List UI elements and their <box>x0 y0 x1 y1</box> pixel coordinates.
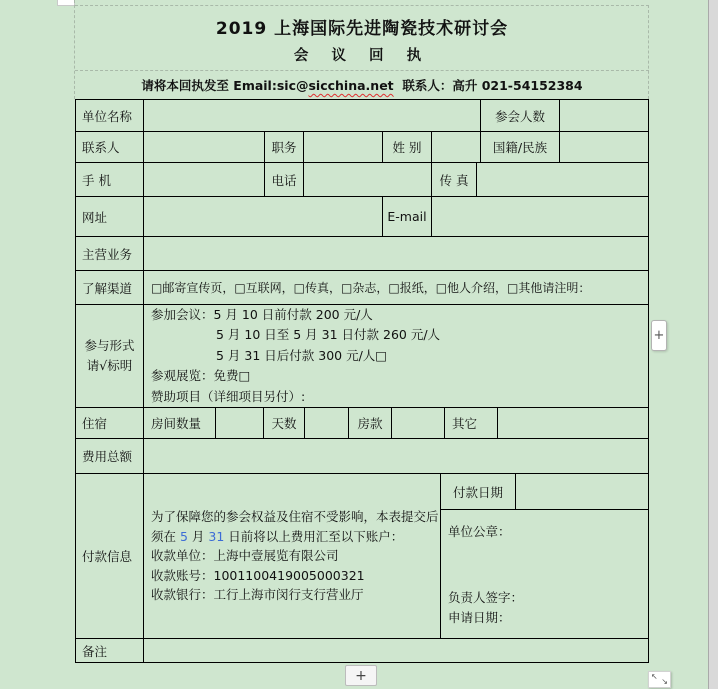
payment-text-b: 月 <box>187 528 209 544</box>
website-field[interactable] <box>144 197 383 236</box>
participation-line-4: 参观展览：免费□ <box>151 368 251 384</box>
unit-name-field[interactable] <box>144 100 481 131</box>
gender-label: 姓 别 <box>383 132 432 162</box>
contact-field[interactable] <box>144 132 265 162</box>
gender-field[interactable] <box>432 132 481 162</box>
resize-arrow-nw-icon: ↖ <box>651 672 658 681</box>
resize-handle[interactable] <box>648 671 671 688</box>
remarks-field[interactable] <box>144 639 648 662</box>
document-title: 2019 上海国际先进陶瓷技术研讨会 <box>215 19 509 39</box>
signature-block <box>448 588 644 628</box>
mobile-field[interactable] <box>144 163 265 196</box>
fax-label: 传 真 <box>432 163 477 196</box>
row-total <box>76 439 648 474</box>
position-field[interactable] <box>304 132 383 162</box>
row-website <box>76 197 648 237</box>
row-lodging <box>76 408 648 439</box>
apply-date-label: 申请日期： <box>448 610 511 625</box>
add-column-button[interactable]: + <box>651 320 667 351</box>
row-remarks <box>76 639 648 662</box>
participation-line-5: 赞助项目（详细项目另付）: <box>151 388 306 404</box>
payment-label: 付款信息 <box>76 474 144 638</box>
contact-label: 联系人 <box>76 132 144 162</box>
send-to-line <box>75 76 649 94</box>
channel-label: 了解渠道 <box>76 271 144 304</box>
fax-field[interactable] <box>477 163 648 196</box>
bank-line: 收款银行：工行上海市闵行支行营业厅 <box>151 587 364 603</box>
payment-right-column <box>441 474 648 638</box>
lodging-label: 住宿 <box>76 408 144 438</box>
row-business <box>76 237 648 271</box>
phone-field[interactable] <box>304 163 432 196</box>
scrollbar-top-tab <box>57 0 75 6</box>
payment-text-a: 为了保障您的参会权益及住宿不受影响，本表提交后须在 <box>151 509 439 544</box>
email-domain-spellcheck: sicchina.net <box>308 78 394 93</box>
company-seal-label: 单位公章： <box>448 524 511 539</box>
page-boundary-guide-top <box>75 5 649 6</box>
signature-label: 负责人签字： <box>448 590 524 605</box>
participation-line-2: 5 月 10 日至 5 月 31 日付款 260 元/人 <box>216 327 441 343</box>
payment-date-field[interactable] <box>516 474 648 509</box>
payment-date-row <box>441 474 648 510</box>
payment-info <box>144 474 441 638</box>
row-contact <box>76 132 648 163</box>
phone-label: 电话 <box>265 163 304 196</box>
email-field[interactable] <box>432 197 648 236</box>
seal-signature-cell[interactable] <box>441 510 648 638</box>
rooms-label: 房间数量 <box>144 408 216 438</box>
participation-options[interactable] <box>144 305 648 407</box>
add-row-button[interactable]: + <box>345 665 377 686</box>
total-field[interactable] <box>144 439 648 473</box>
nationality-label: 国籍/民族 <box>481 132 560 162</box>
row-channel <box>76 271 648 305</box>
payment-day-number: 31 <box>208 528 225 544</box>
payment-month-number: 5 <box>179 528 188 544</box>
remarks-label: 备注 <box>76 639 144 662</box>
days-field[interactable] <box>305 408 349 438</box>
days-label: 天数 <box>264 408 305 438</box>
channel-options[interactable]: □邮寄宣传页，□互联网，□传真，□杂志，□报纸，□他人介绍，□其他请注明： <box>151 281 591 295</box>
attendees-field[interactable] <box>560 100 648 131</box>
room-fee-label: 房款 <box>349 408 392 438</box>
payee-line: 收款单位：上海中壹展览有限公司 <box>151 548 339 564</box>
website-label: 网址 <box>76 197 144 236</box>
row-mobile <box>76 163 648 197</box>
participation-label-line2: 请√标明 <box>86 358 133 373</box>
participation-label <box>76 305 144 407</box>
position-label: 职务 <box>265 132 304 162</box>
window-edge-strip <box>708 0 718 689</box>
row-unit-name <box>76 100 648 132</box>
mobile-label: 手 机 <box>76 163 144 196</box>
unit-name-label: 单位名称 <box>76 100 144 131</box>
send-to-prefix: 请将本回执发至 Email:sic@ <box>141 78 309 93</box>
rooms-field[interactable] <box>216 408 264 438</box>
page-boundary-guide-middle <box>75 70 649 71</box>
send-to-suffix: 联系人：高升 021-54152384 <box>393 78 583 93</box>
other-label: 其它 <box>445 408 498 438</box>
participation-label-line1: 参与形式 <box>84 338 135 353</box>
attendees-label: 参会人数 <box>481 100 560 131</box>
payment-date-label: 付款日期 <box>441 474 516 509</box>
business-label: 主营业务 <box>76 237 144 270</box>
room-fee-field[interactable] <box>392 408 445 438</box>
resize-arrow-se-icon: ↘ <box>661 677 668 686</box>
business-field[interactable] <box>144 237 648 270</box>
document-subtitle: 会 议 回 执 <box>293 48 431 64</box>
total-label: 费用总额 <box>76 439 144 473</box>
nationality-field[interactable] <box>560 132 648 162</box>
other-field[interactable] <box>498 408 648 438</box>
participation-line-1: 参加会议：5 月 10 日前付款 200 元/人 <box>151 306 373 322</box>
row-participation <box>76 305 648 408</box>
payment-text-c: 日前将以上费用汇至以下账户： <box>224 528 404 544</box>
registration-table <box>75 99 649 663</box>
email-label: E-mail <box>383 197 432 236</box>
participation-line-3: 5 月 31 日后付款 300 元/人□ <box>216 347 388 363</box>
account-line: 收款账号：1001100419005000321 <box>151 567 365 583</box>
row-payment <box>76 474 648 639</box>
payment-paragraph <box>151 507 440 546</box>
